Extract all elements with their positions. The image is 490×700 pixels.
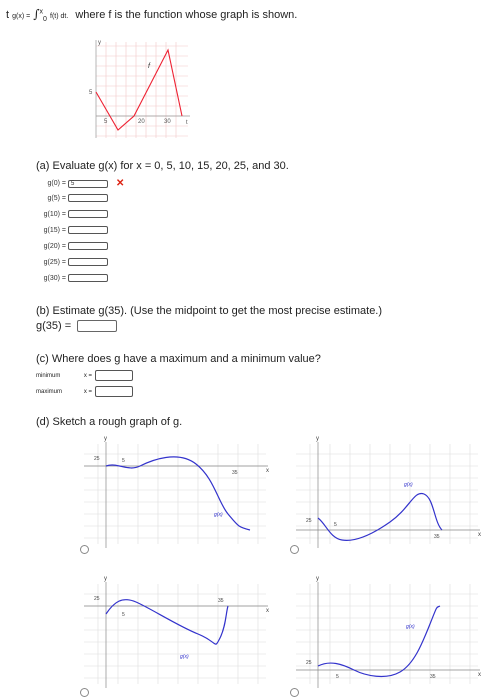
f-tick-30: 30 — [164, 119, 171, 125]
g30-input[interactable] — [68, 274, 108, 282]
integral-sign: ∫ — [33, 7, 40, 21]
option-graph-2[interactable] — [290, 432, 490, 556]
part-d-prompt: (d) Sketch a rough graph of g. — [36, 416, 183, 428]
g10-input[interactable] — [68, 210, 108, 218]
maximum-row — [36, 386, 133, 397]
g35-row — [36, 320, 117, 332]
opt4-g-label: g(x) — [406, 624, 415, 630]
opt3-tick-5: 5 — [122, 612, 125, 618]
g35-label: g(35) = — [36, 320, 72, 332]
g35-input[interactable] — [77, 320, 117, 332]
opt4-y-label: y — [316, 576, 319, 582]
minimum-input[interactable] — [95, 370, 133, 381]
part-a-prompt: (a) Evaluate g(x) for x = 0, 5, 10, 15, 20, 25, and 30. — [36, 160, 289, 172]
minimum-x-eq: x = — [83, 372, 92, 379]
opt1-tick-35: 35 — [232, 470, 238, 476]
f-tick-5x: 5 — [104, 119, 108, 125]
opt4-tick-25: 25 — [306, 660, 312, 666]
maximum-x-eq: x = — [83, 388, 92, 395]
opt2-tick-25: 25 — [306, 518, 312, 524]
minimum-label: minimum — [36, 372, 61, 379]
g0-row — [36, 178, 124, 189]
g0-label: g(0) = — [47, 180, 66, 187]
maximum-label: maximum — [36, 388, 63, 395]
g5-label: g(5) = — [47, 194, 66, 202]
g5-row — [36, 194, 108, 202]
opt2-g-label: g(x) — [404, 482, 413, 488]
g5-input[interactable] — [68, 194, 108, 202]
opt1-tick-5: 5 — [122, 458, 125, 464]
g0-input[interactable]: 5 — [68, 180, 108, 188]
f-t-label: t — [186, 120, 188, 126]
opt4-tick-35: 35 — [430, 674, 436, 680]
opt3-tick-25: 25 — [94, 596, 100, 602]
opt2-tick-35: 35 — [434, 534, 440, 540]
opt3-tick-35: 35 — [218, 598, 224, 604]
g20-label: g(20) = — [43, 242, 66, 250]
integral-upper: x — [39, 8, 44, 16]
opt1-tick-25: 25 — [94, 456, 100, 462]
incorrect-x-icon: ✕ — [116, 178, 125, 189]
maximum-input[interactable] — [95, 386, 133, 397]
f-graph — [82, 32, 194, 142]
integral-lower: 0 — [43, 16, 47, 24]
g25-label: g(25) = — [43, 258, 66, 266]
opt2-x-label: x — [478, 532, 481, 538]
part-b-prompt: (b) Estimate g(35). (Use the midpoint to get the most precise estimate.) — [36, 305, 383, 317]
opt2-y-label: y — [316, 436, 319, 442]
opt4-x-label: x — [478, 672, 481, 678]
g15-row — [36, 226, 108, 234]
option-4-radio[interactable] — [290, 688, 299, 697]
opt3-y-label: y — [104, 576, 107, 582]
minimum-row — [36, 370, 133, 381]
opt1-g-label: g(x) — [214, 512, 223, 518]
f-tick-20: 20 — [138, 119, 145, 125]
g25-row — [36, 258, 108, 266]
g10-row — [36, 210, 108, 218]
problem-header — [6, 7, 297, 23]
header-text: where f is the function whose graph is shown. — [75, 9, 298, 21]
header-lead: t — [6, 9, 10, 21]
opt4-tick-5: 5 — [336, 674, 339, 680]
option-graph-1[interactable] — [78, 432, 278, 556]
opt1-y-label: y — [104, 436, 107, 442]
g15-input[interactable] — [68, 226, 108, 234]
g-definition: g(x) = — [12, 13, 31, 20]
option-2-radio[interactable] — [290, 545, 299, 554]
integrand: f(t) dt. — [50, 13, 69, 20]
f-curve-label: f — [148, 63, 150, 70]
option-1-radio[interactable] — [80, 545, 89, 554]
g30-row — [36, 274, 108, 282]
g10-label: g(10) = — [43, 210, 66, 218]
option-3-radio[interactable] — [80, 688, 89, 697]
part-c-prompt: (c) Where does g have a maximum and a minimum value? — [36, 353, 321, 365]
g20-row — [36, 242, 108, 250]
opt3-x-label: x — [266, 608, 269, 614]
g30-label: g(30) = — [43, 274, 66, 282]
g25-input[interactable] — [68, 258, 108, 266]
g15-label: g(15) = — [43, 226, 66, 234]
opt2-tick-5: 5 — [334, 522, 337, 528]
opt1-x-label: x — [266, 468, 269, 474]
option-graph-4[interactable] — [290, 572, 490, 694]
f-y-label: y — [98, 40, 101, 46]
f-tick-5y: 5 — [89, 90, 93, 96]
g20-input[interactable] — [68, 242, 108, 250]
opt3-g-label: g(x) — [180, 654, 189, 660]
option-graph-3[interactable] — [78, 572, 278, 694]
